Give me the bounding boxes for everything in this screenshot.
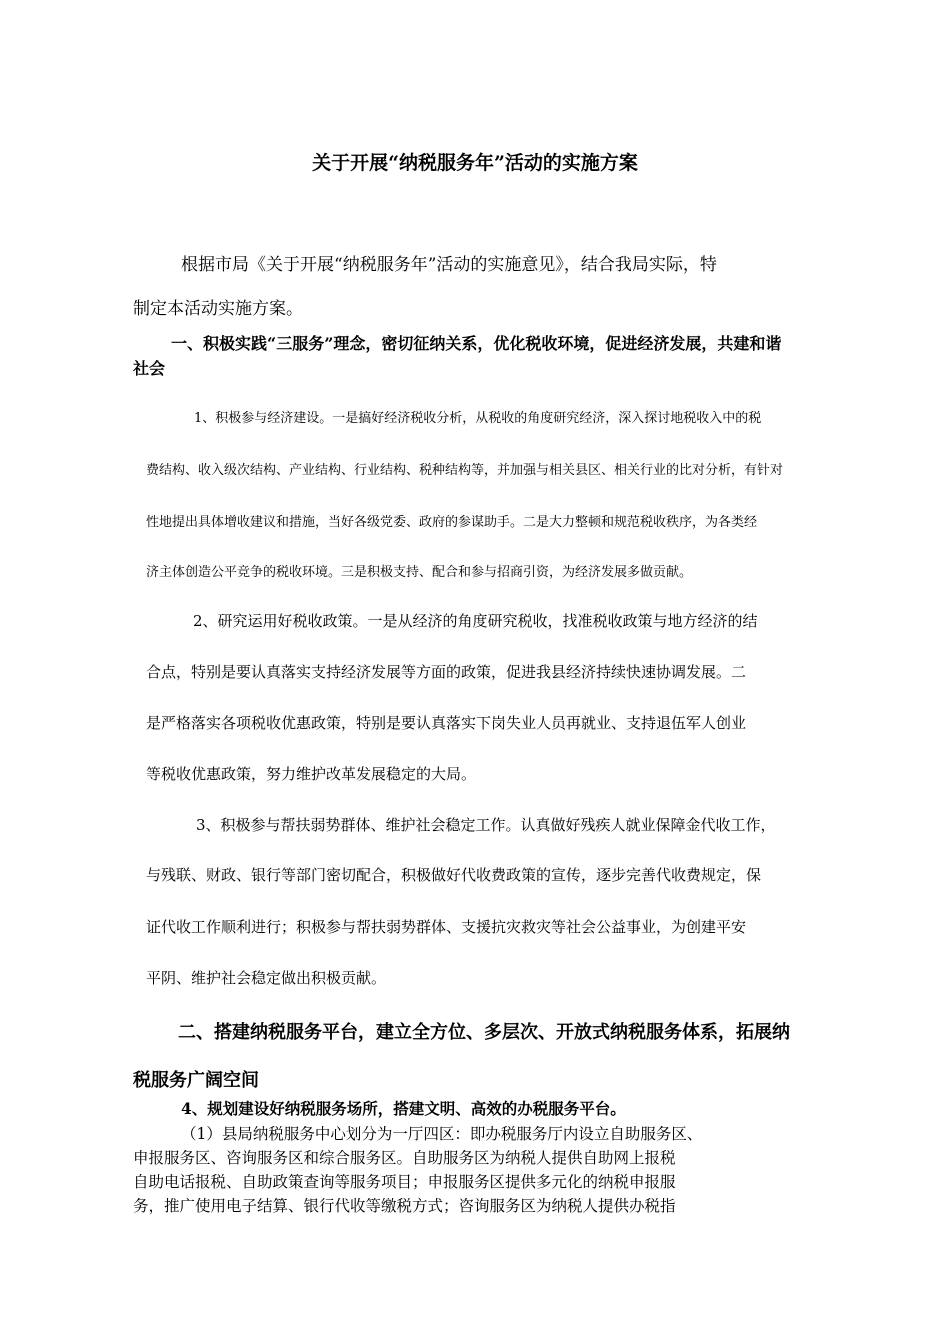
paragraph-line: 合点，特别是要认真落实支持经济发展等方面的政策，促进我县经济持续快速协调发展。二	[146, 663, 747, 681]
paragraph-line: 平阴、维护社会稳定做出积极贡献。	[146, 969, 387, 987]
paragraph-line: 2、研究运用好税收政策。一是从经济的角度研究税收，找准税收政策与地方经济的结	[193, 612, 758, 630]
section-heading: 税服务广阔空间	[133, 1070, 259, 1091]
item-title: 4、规划建设好纳税服务场所，搭建文明、高效的办税服务平台。	[181, 1099, 626, 1118]
paragraph-line: 自助电话报税、自助政策查询等服务项目；申报服务区提供多元化的纳税申报服	[133, 1173, 676, 1191]
section-heading: 一、积极实践“三服务”理念，密切征纳关系，优化税收环境，促进经济发展，共建和谐	[171, 334, 782, 353]
paragraph-line: 证代收工作顺利进行；积极参与帮扶弱势群体、支援抗灾救灾等社会公益事业，为创建平安	[146, 918, 747, 936]
paragraph-line: 与残联、财政、银行等部门密切配合，积极做好代收费政策的宣传，逐步完善代收费规定，保	[146, 866, 762, 884]
paragraph-line: 费结构、收入级次结构、产业结构、行业结构、税种结构等，并加强与相关县区、相关行业的比对分析，有针对	[146, 463, 784, 478]
intro-line: 根据市局《关于开展“纳税服务年”活动的实施意见》，结合我局实际，特	[181, 255, 717, 275]
paragraph-line: 是严格落实各项税收优惠政策，特别是要认真落实下岗失业人员再就业、支持退伍军人创业	[146, 714, 747, 732]
document-title: 关于开展“纳税服务年”活动的实施方案	[312, 152, 638, 174]
paragraph-line: （1）县局纳税服务中心划分为一厅四区：即办税服务厅内设立自助服务区、	[181, 1125, 703, 1143]
intro-line: 制定本活动实施方案。	[133, 299, 303, 319]
paragraph-line: 3、积极参与帮扶弱势群体、维护社会稳定工作。认真做好残疾人就业保障金代收工作，	[196, 816, 776, 834]
paragraph-line: 济主体创造公平竞争的税收环境。三是积极支持、配合和参与招商引资，为经济发展多做贡献。	[146, 565, 693, 580]
paragraph-line: 性地提出具体增收建议和措施，当好各级党委、政府的参谋助手。二是大力整顿和规范税收秩序，为各类经	[146, 515, 758, 530]
section-heading: 社会	[133, 359, 166, 378]
paragraph-line: 务，推广使用电子结算、银行代收等缴税方式；咨询服务区为纳税人提供办税指	[133, 1197, 676, 1215]
paragraph-line: 1、积极参与经济建设。一是搞好经济税收分析，从税收的角度研究经济，深入探讨地税收入中的税	[194, 411, 762, 426]
section-heading: 二、搭建纳税服务平台，建立全方位、多层次、开放式纳税服务体系，拓展纳	[178, 1022, 790, 1043]
paragraph-line: 申报服务区、咨询服务区和综合服务区。自助服务区为纳税人提供自助网上报税	[133, 1149, 676, 1167]
paragraph-line: 等税收优惠政策，努力维护改革发展稳定的大局。	[146, 765, 477, 783]
